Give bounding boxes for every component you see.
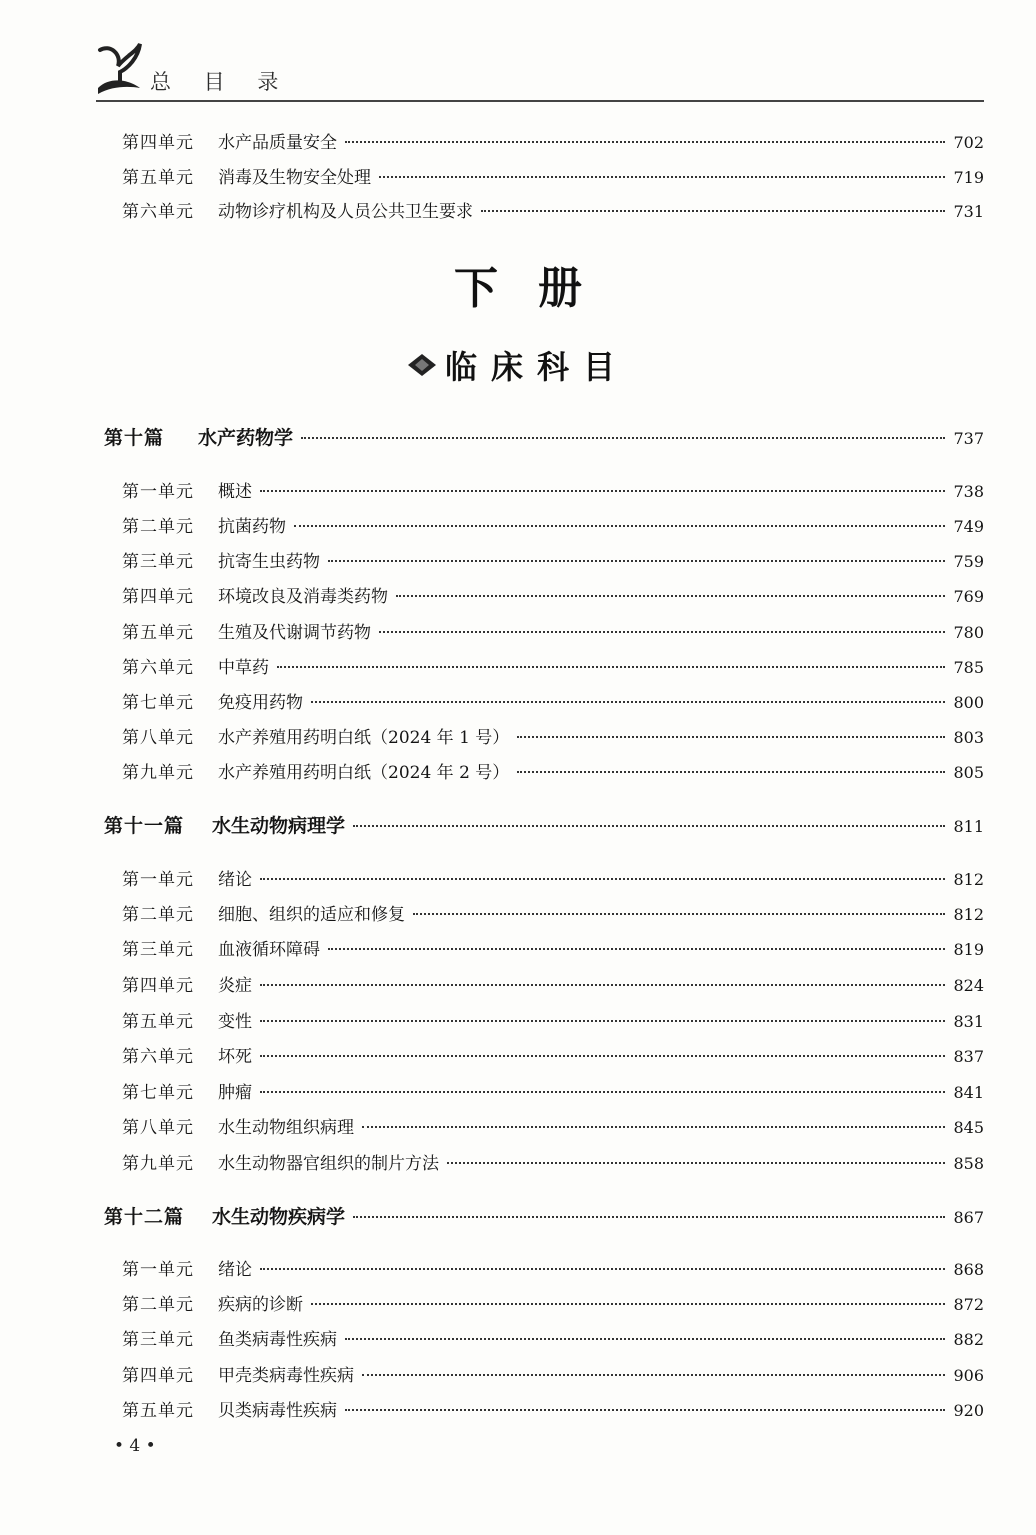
dot-leader	[260, 1091, 945, 1093]
unit-number: 第六单元	[122, 658, 194, 678]
dot-leader	[311, 701, 945, 703]
toc-entry[interactable]	[122, 938, 984, 962]
unit-title: 水生动物组织病理	[218, 1118, 354, 1138]
page-number: 837	[953, 1047, 984, 1066]
toc-entry[interactable]	[122, 656, 984, 680]
page-number: 812	[953, 870, 984, 889]
dot-leader	[260, 1020, 945, 1022]
unit-title: 抗寄生虫药物	[218, 552, 320, 572]
toc-part-heading[interactable]	[104, 1205, 984, 1229]
page-number: 738	[953, 482, 984, 501]
dot-leader	[345, 1338, 945, 1340]
unit-number: 第二单元	[122, 905, 194, 925]
toc-entry[interactable]	[122, 868, 984, 892]
toc-entry[interactable]	[122, 1116, 984, 1140]
page-number: 920	[953, 1401, 984, 1420]
toc-entry[interactable]	[122, 515, 984, 539]
dot-leader	[260, 878, 945, 880]
unit-number: 第三单元	[122, 940, 194, 960]
unit-title: 炎症	[218, 976, 252, 996]
page-number: 749	[953, 517, 984, 536]
unit-title: 细胞、组织的适应和修复	[218, 905, 405, 925]
dot-leader	[362, 1126, 945, 1128]
toc-entry[interactable]	[122, 480, 984, 504]
dot-leader	[481, 210, 945, 212]
page-number: 803	[953, 728, 984, 747]
footer-page-number: • 4 •	[114, 1436, 156, 1456]
publisher-logo-icon	[96, 40, 142, 98]
dot-leader	[353, 1216, 945, 1218]
toc-entry[interactable]	[122, 585, 984, 609]
part-number: 第十篇	[104, 427, 165, 449]
toc-entry[interactable]	[122, 1399, 984, 1423]
unit-number: 第四单元	[122, 976, 194, 996]
toc-entry[interactable]	[122, 1364, 984, 1388]
toc-entry[interactable]	[122, 1010, 984, 1034]
unit-title: 免疫用药物	[218, 693, 303, 713]
header-rule	[96, 100, 984, 102]
unit-title: 坏死	[218, 1047, 252, 1067]
dot-leader	[413, 913, 945, 915]
dot-leader	[277, 666, 945, 668]
dot-leader	[447, 1162, 945, 1164]
unit-number: 第九单元	[122, 763, 194, 783]
unit-title: 概述	[218, 482, 252, 502]
unit-title: 水生动物器官组织的制片方法	[218, 1154, 439, 1174]
page-number: 769	[953, 587, 984, 606]
unit-title: 绪论	[218, 870, 252, 890]
page-number: 719	[953, 168, 984, 187]
unit-number: 第五单元	[122, 168, 194, 188]
section-title: 临床科目	[444, 348, 629, 386]
unit-number: 第三单元	[122, 1330, 194, 1350]
unit-number: 第七单元	[122, 1083, 194, 1103]
toc-entry[interactable]	[122, 726, 984, 750]
unit-title: 水产养殖用药明白纸（2024 年 1 号）	[218, 728, 510, 748]
page-number: 845	[953, 1118, 984, 1137]
toc-entry[interactable]	[122, 903, 984, 927]
unit-number: 第四单元	[122, 587, 194, 607]
unit-title: 动物诊疗机构及人员公共卫生要求	[218, 202, 473, 222]
unit-number: 第九单元	[122, 1154, 194, 1174]
dot-leader	[379, 176, 945, 178]
dot-leader	[260, 984, 945, 986]
page-number: 858	[953, 1154, 984, 1173]
dot-leader	[362, 1374, 945, 1376]
unit-title: 变性	[218, 1012, 252, 1032]
page-number: 831	[953, 1012, 984, 1031]
dot-leader	[345, 141, 945, 143]
unit-title: 肿瘤	[218, 1083, 252, 1103]
toc-entry[interactable]	[122, 200, 984, 224]
page-number: 868	[953, 1260, 984, 1279]
header-title: 总 目 录	[150, 70, 292, 94]
unit-number: 第一单元	[122, 870, 194, 890]
dot-leader	[260, 1268, 945, 1270]
unit-number: 第五单元	[122, 1401, 194, 1421]
dot-leader	[345, 1409, 945, 1411]
toc-part-heading[interactable]	[104, 814, 984, 838]
unit-title: 甲壳类病毒性疾病	[218, 1366, 354, 1386]
toc-entry[interactable]	[122, 1258, 984, 1282]
unit-title: 血液循环障碍	[218, 940, 320, 960]
unit-number: 第一单元	[122, 482, 194, 502]
diamond-icon	[407, 353, 437, 377]
page-number: 812	[953, 905, 984, 924]
dot-leader	[311, 1303, 945, 1305]
unit-number: 第七单元	[122, 693, 194, 713]
part-title: 水生动物病理学	[212, 815, 346, 837]
unit-number: 第八单元	[122, 1118, 194, 1138]
unit-title: 贝类病毒性疾病	[218, 1401, 337, 1421]
page-number: 800	[953, 693, 984, 712]
unit-number: 第一单元	[122, 1260, 194, 1280]
page-number: 785	[953, 658, 984, 677]
dot-leader	[353, 825, 945, 827]
unit-title: 环境改良及消毒类药物	[218, 587, 388, 607]
unit-title: 水产养殖用药明白纸（2024 年 2 号）	[218, 763, 510, 783]
toc-entry[interactable]	[122, 974, 984, 998]
unit-number: 第八单元	[122, 728, 194, 748]
unit-number: 第五单元	[122, 623, 194, 643]
page-number: 824	[953, 976, 984, 995]
unit-number: 第四单元	[122, 133, 194, 153]
unit-title: 鱼类病毒性疾病	[218, 1330, 337, 1350]
part-title: 水生动物疾病学	[212, 1206, 346, 1228]
page-number: 841	[953, 1083, 984, 1102]
unit-title: 水产品质量安全	[218, 133, 337, 153]
dot-leader	[260, 490, 945, 492]
page-number: 805	[953, 763, 984, 782]
page-number: 906	[953, 1366, 984, 1385]
dot-leader	[328, 948, 945, 950]
toc-entry[interactable]	[122, 1293, 984, 1317]
part-title: 水产药物学	[198, 427, 294, 449]
unit-title: 疾病的诊断	[218, 1295, 303, 1315]
unit-number: 第六单元	[122, 1047, 194, 1067]
volume-title: 下册	[454, 263, 622, 314]
dot-leader	[396, 595, 945, 597]
toc-entry[interactable]	[122, 621, 984, 645]
dot-leader	[301, 437, 945, 439]
unit-number: 第二单元	[122, 517, 194, 537]
toc-entry[interactable]	[122, 1081, 984, 1105]
page-number: 731	[953, 202, 984, 221]
unit-title: 抗菌药物	[218, 517, 286, 537]
section-heading	[0, 342, 1036, 388]
toc-entry[interactable]	[122, 550, 984, 574]
dot-leader	[517, 736, 945, 738]
page-number: 780	[953, 623, 984, 642]
toc-entry[interactable]	[122, 1045, 984, 1069]
page-number: 872	[953, 1295, 984, 1314]
unit-number: 第六单元	[122, 202, 194, 222]
unit-number: 第二单元	[122, 1295, 194, 1315]
toc-entry[interactable]	[122, 691, 984, 715]
page-number: 702	[953, 133, 984, 152]
unit-number: 第五单元	[122, 1012, 194, 1032]
unit-title: 中草药	[218, 658, 269, 678]
dot-leader	[328, 560, 945, 562]
toc-entry[interactable]	[122, 1328, 984, 1352]
page-number: 759	[953, 552, 984, 571]
unit-number: 第三单元	[122, 552, 194, 572]
page-number: 811	[953, 817, 984, 836]
dot-leader	[517, 771, 945, 773]
part-number: 第十一篇	[104, 815, 185, 837]
unit-title: 生殖及代谢调节药物	[218, 623, 371, 643]
toc-entry[interactable]	[122, 166, 984, 190]
page-number: 819	[953, 940, 984, 959]
dot-leader	[294, 525, 945, 527]
dot-leader	[260, 1055, 945, 1057]
unit-title: 绪论	[218, 1260, 252, 1280]
page-header	[96, 34, 984, 102]
toc-entry[interactable]	[122, 131, 984, 155]
unit-title: 消毒及生物安全处理	[218, 168, 371, 188]
toc-entry[interactable]	[122, 1152, 984, 1176]
unit-number: 第四单元	[122, 1366, 194, 1386]
toc-entry[interactable]	[122, 761, 984, 785]
page-number: 737	[953, 429, 984, 448]
page-number: 882	[953, 1330, 984, 1349]
page-number: 867	[953, 1208, 984, 1227]
toc-part-heading[interactable]	[104, 426, 984, 450]
part-number: 第十二篇	[104, 1206, 185, 1228]
dot-leader	[379, 631, 945, 633]
